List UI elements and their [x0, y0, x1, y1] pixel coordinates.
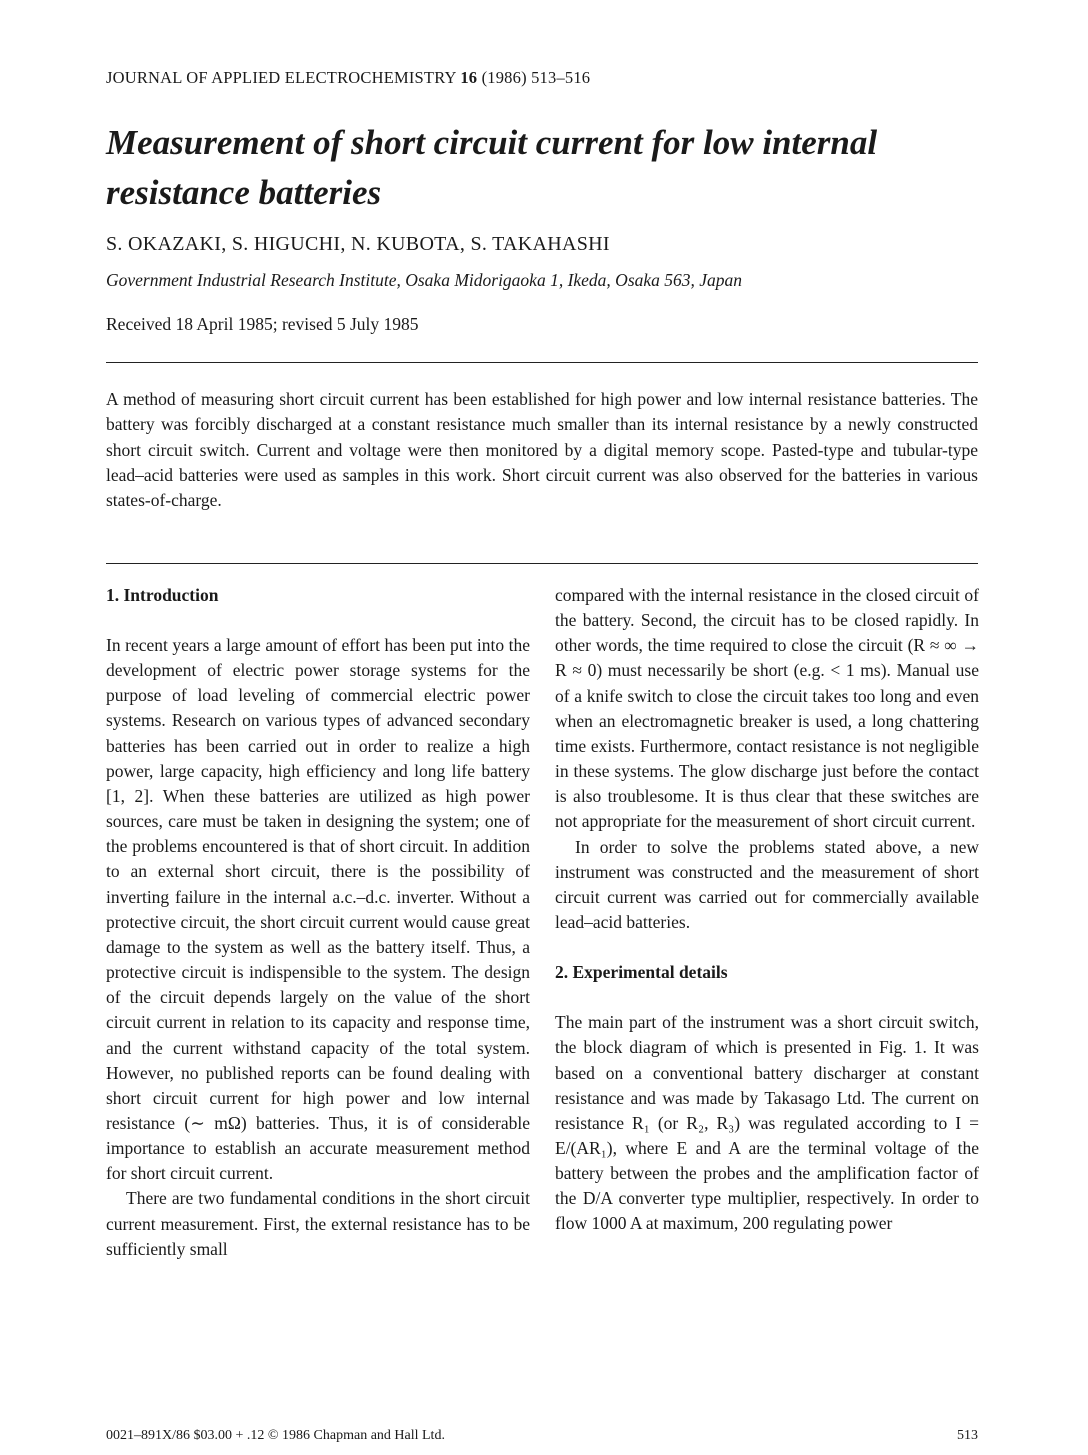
- journal-year-pages: (1986) 513–516: [481, 68, 591, 87]
- author-list: S. OKAZAKI, S. HIGUCHI, N. KUBOTA, S. TAKAHASHI: [106, 233, 610, 255]
- page-number: 513: [957, 1428, 978, 1443]
- intro-paragraph-3: In order to solve the problems stated above, a new instrument was constructed and the measurement of short circuit current was carried out for commercially available lead–acid batteries.: [555, 836, 979, 933]
- page-footer: [106, 1428, 978, 1444]
- abstract: A method of measuring short circuit current has been established for high power and low internal resistance batteries. The battery was forcibly discharged at a constant resistance much smaller than its internal resistance by a newly constructed short circuit switch. Current and voltage were then monitored by a digital memory scope. Pasted-type and tubular-type lead–acid batteries were used as samples in this work. Short circuit current was also observed for the batteries in various states-of-charge.: [106, 389, 978, 511]
- section-heading-introduction: 1. Introduction: [106, 585, 219, 605]
- journal-name: JOURNAL OF APPLIED ELECTROCHEMISTRY: [106, 68, 457, 87]
- journal-header: [106, 68, 590, 88]
- left-column: [106, 583, 530, 1262]
- affiliation: Government Industrial Research Institute, Osaka Midorigaoka 1, Ikeda, Osaka 563, Japan: [106, 270, 743, 290]
- footer-copyright: 0021–891X/86 $03.00 + .12 © 1986 Chapman and Hall Ltd.: [106, 1428, 445, 1443]
- intro-paragraph-1: In recent years a large amount of effort has been put into the development of electric power storage systems for the purpose of load leveling of commercial electric power systems. Research on various types of advanced secondary batteries has been carried out in order to realize a high power, large capacity, high efficiency and long life battery [1, 2]. When these batteries are utilized as high power sources, care must be taken in designing the system; one of the problems encountered is that of short circuit. In addition to an external short circuit, there is the possibility of inverting failure in the internal a.c.–d.c. inverter. Without a protective circuit, the short circuit current would cause great damage to the system as well as the battery itself. Thus, a protective circuit is indispensible to the system. The design of the circuit depends largely on the value of the short circuit current in relation to its capacity and response time, and the current withstand capacity of the total system. However, no published reports can be found dealing with short circuit current for high power and low internal resistance (∼ mΩ) batteries. Thus, it is of considerable importance to establish an accurate measurement method for short circuit current.: [106, 635, 530, 1184]
- right-column: [555, 583, 979, 1237]
- section-spacer: [555, 935, 979, 960]
- received-dates: Received 18 April 1985; revised 5 July 1985: [106, 314, 419, 334]
- divider-top: [106, 362, 978, 363]
- section-heading-experimental: 2. Experimental details: [555, 962, 728, 983]
- divider-bottom: [106, 563, 978, 564]
- journal-volume: 16: [460, 68, 478, 87]
- intro-paragraph-2: There are two fundamental conditions in the short circuit current measurement. First, the external resistance has to be sufficiently small: [106, 1188, 530, 1259]
- article-title: Measurement of short circuit current for low internal resistance batteries: [106, 123, 878, 212]
- intro-paragraph-continued: compared with the internal resistance in the closed circuit of the battery. Second, the circuit has to be closed rapidly. In other words, the time required to close the circuit (R ≈ ∞ → R ≈ 0) must necessarily be short (e.g. < 1 ms). Manual use of a knife switch to close the circuit takes too long and even when an electromagnetic breaker is used, a long chattering time exists. Furthermore, contact resistance is not negligible in these systems. The glow discharge just before the contact is also troublesome. It is thus clear that these switches are not appropriate for the measurement of short circuit current.: [555, 585, 979, 832]
- experimental-paragraph-1: The main part of the instrument was a short circuit switch, the block diagram of which is presented in Fig. 1. It was based on a conventional battery discharger at constant resistance and was made by Takasago Ltd. The current on resistance R₁ (or R₂, R₃) was regulated according to I = E/(AR₁), where E and A are the terminal voltage of the battery between the probes and the amplification factor of the D/A converter type multiplier, respectively. In order to flow 1000 A at maximum, 200 regulating power: [555, 1012, 979, 1234]
